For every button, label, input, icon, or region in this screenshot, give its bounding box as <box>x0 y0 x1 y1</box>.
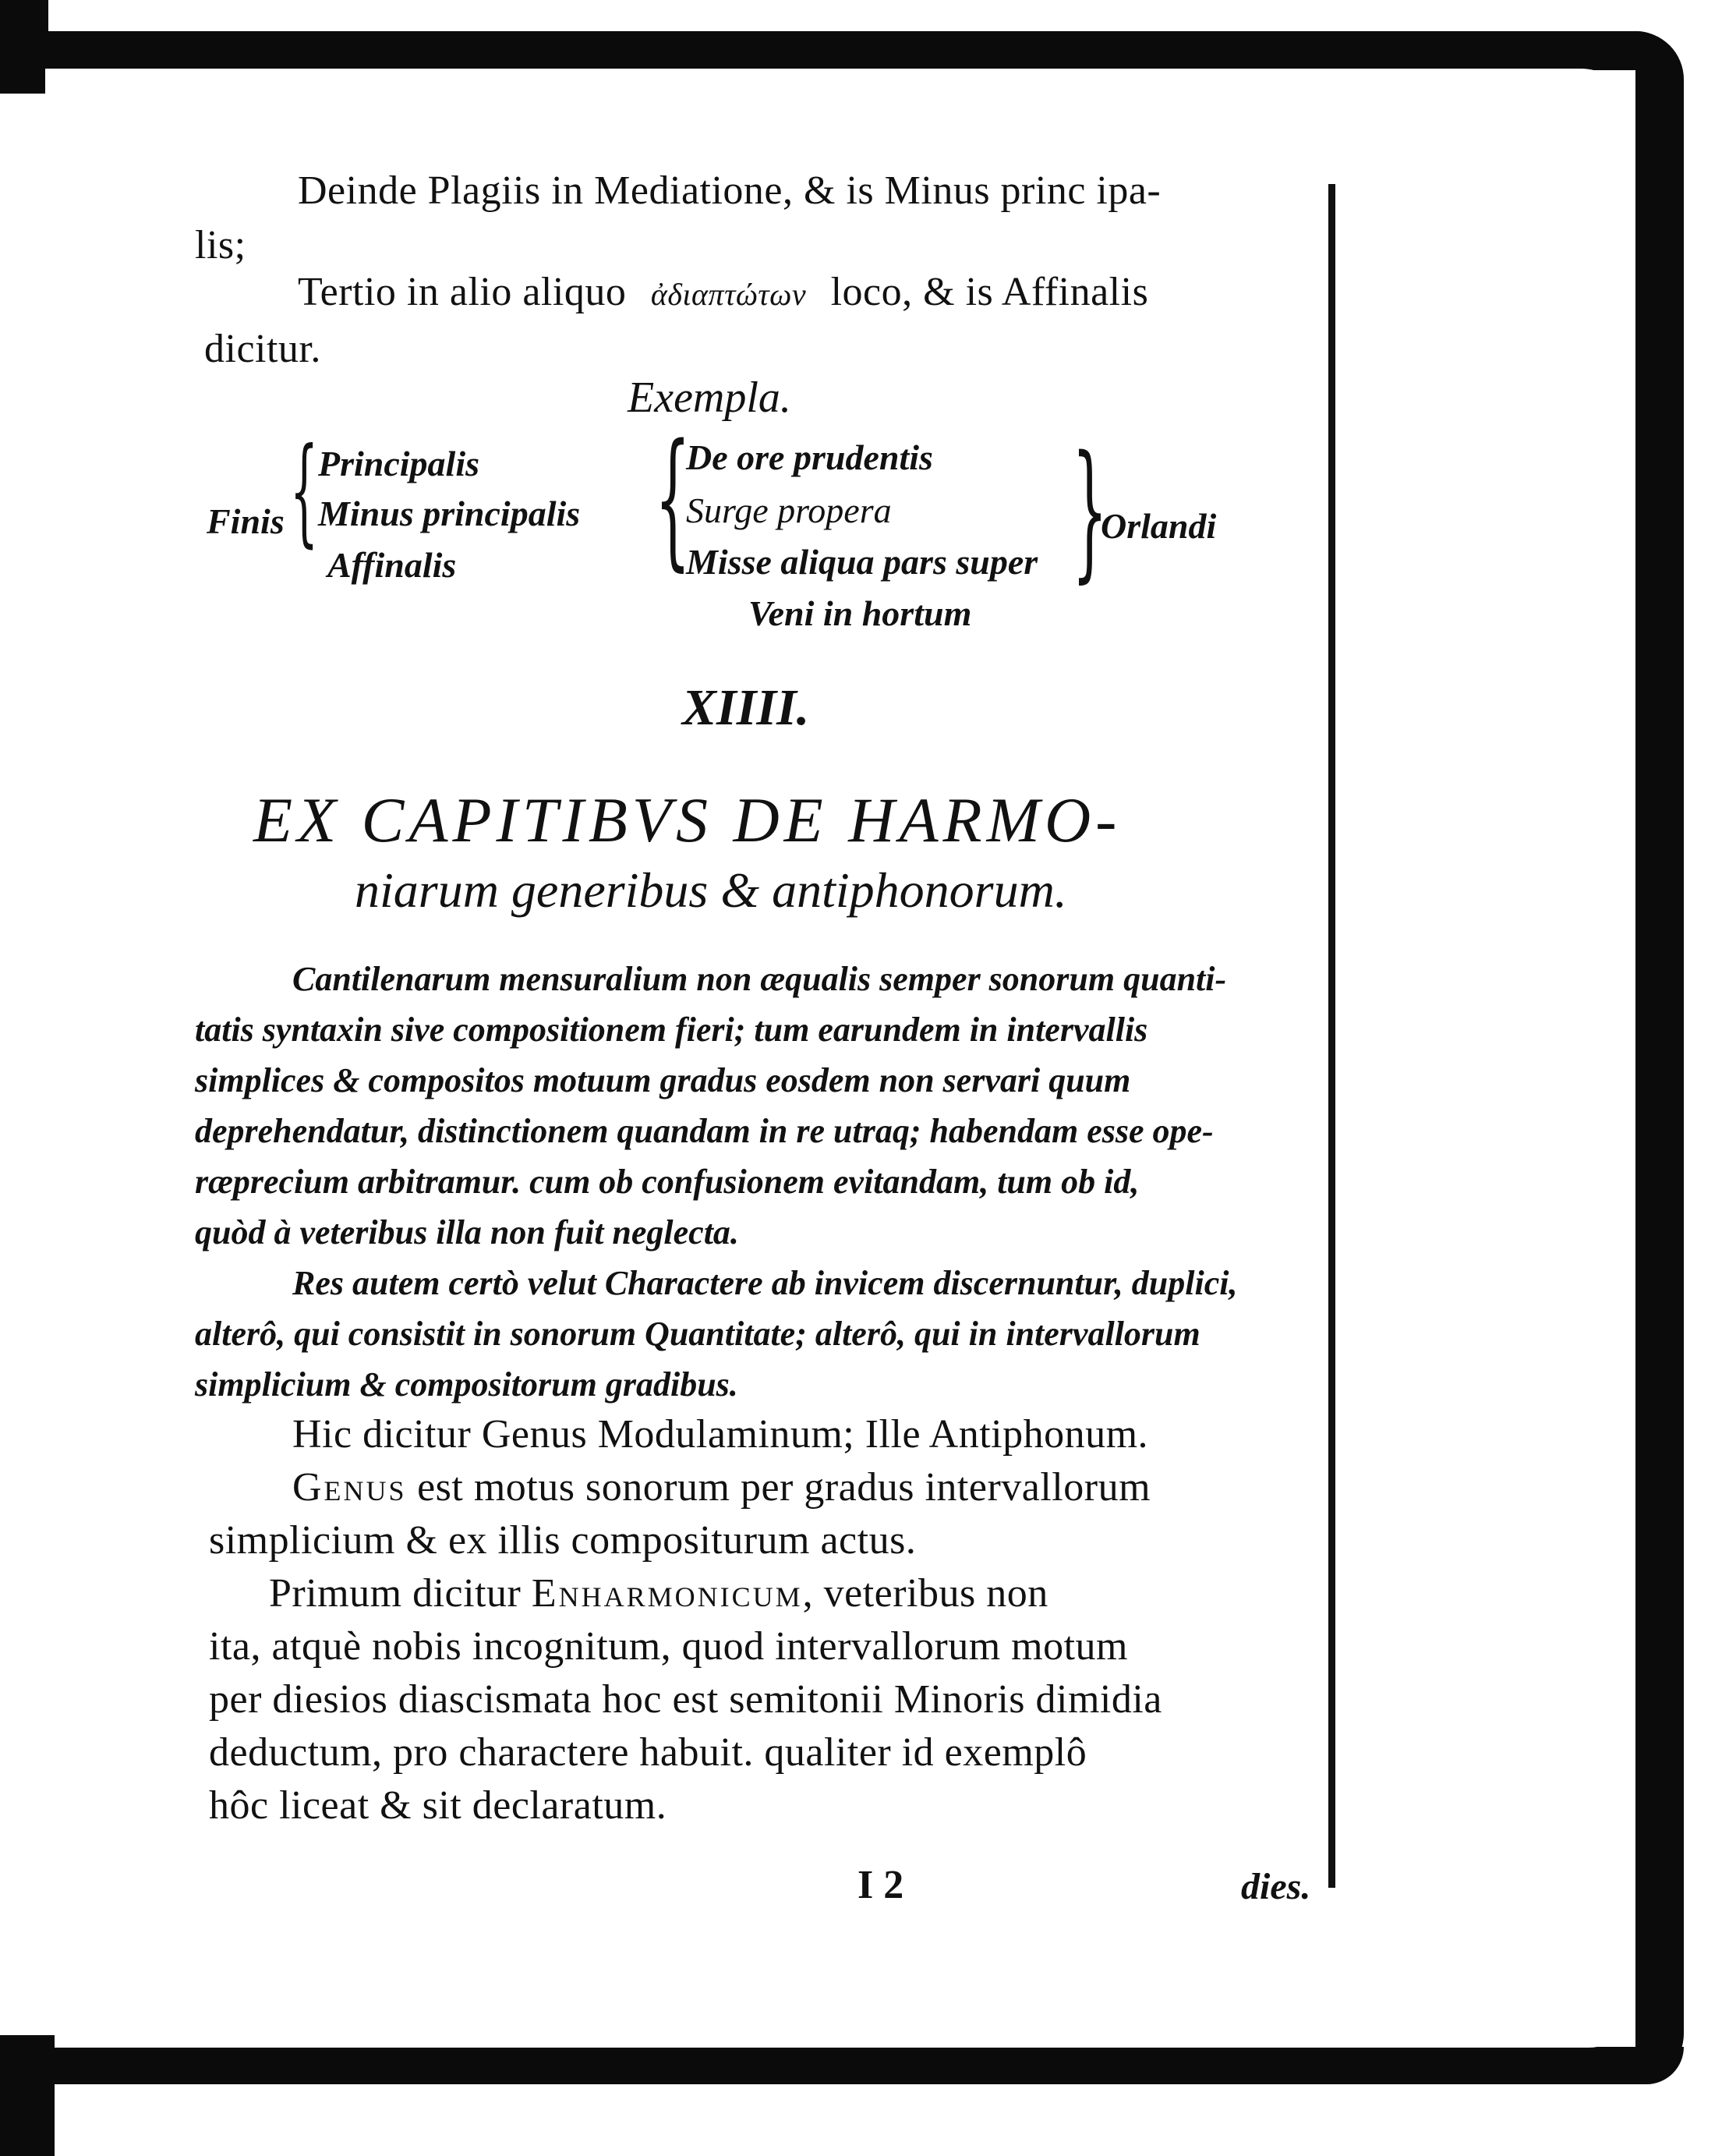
exempla-piece: De ore prudentis <box>686 437 933 477</box>
italic-text-line: simplicium & compositorum gradibus. <box>195 1365 738 1404</box>
exempla-composer: Orlandi <box>1101 506 1217 546</box>
text-line: ita, atquè nobis incognitum, quod intervallorum motum <box>209 1624 1129 1669</box>
term-genus: Genus <box>292 1465 407 1510</box>
text-line <box>269 1570 1048 1616</box>
exempla-piece: Misse aliqua pars super <box>686 542 1038 582</box>
brace-middle: { <box>655 412 691 585</box>
exempla-type: Affinalis <box>327 545 457 585</box>
greek-word: ἀδιαπτώτων <box>650 277 807 312</box>
text-line: simplicium & ex illis compositurum actus. <box>209 1518 917 1563</box>
text-segment: , veteribus non <box>802 1571 1048 1616</box>
text-line-3 <box>298 269 1148 315</box>
text-segment: Tertio in alio aliquo <box>298 270 627 314</box>
section-number: XIIII. <box>682 679 810 736</box>
italic-text-line: alterô, qui consistit in sonorum Quantitate; alterô, qui in intervallorum <box>195 1315 1200 1353</box>
text-line: deductum, pro charactere habuit. qualiter id exemplô <box>209 1730 1087 1775</box>
italic-text-line: ræprecium arbitramur. cum ob confusionem evitandam, tum ob id, <box>195 1163 1140 1201</box>
term-enharmonicum: Enharmonicum <box>531 1571 803 1616</box>
exempla-type: Minus principalis <box>318 494 581 533</box>
binding-edge-bottom <box>0 2035 55 2156</box>
margin-rule <box>1328 184 1335 1888</box>
text-segment: est motus sonorum per gradus intervallorum <box>417 1465 1151 1510</box>
exempla-piece: Veni in hortum <box>748 593 972 633</box>
chapter-heading: EX CAPITIBVS DE HARMO- <box>253 784 1122 855</box>
text-line-4: dicitur. <box>204 327 321 371</box>
italic-text-line: quòd à veteribus illa non fuit neglecta. <box>195 1213 739 1251</box>
brace-left: { <box>290 423 319 559</box>
page-frame-top <box>23 31 1676 70</box>
exempla-title: Exempla. <box>628 373 791 422</box>
text-line-2: lis; <box>195 223 246 267</box>
text-line: per diesios diascismata hoc est semitonii Minoris dimidia <box>209 1677 1162 1722</box>
folio-signature: I 2 <box>857 1863 904 1907</box>
italic-text-line: Cantilenarum mensuralium non æqualis semper sonorum quanti- <box>292 960 1227 998</box>
exempla-type: Principalis <box>318 444 480 483</box>
text-line: Hic dicitur Genus Modulaminum; Ille Antiphonum. <box>292 1412 1149 1457</box>
text-segment: loco, & is Affinalis <box>830 270 1149 314</box>
italic-text-line: tatis syntaxin sive compositionem fieri; tum earundem in intervallis <box>195 1011 1148 1049</box>
italic-text-line: simplices & compositos motuum gradus eosdem non servari quum <box>195 1061 1131 1099</box>
exempla-piece: Surge propera <box>686 490 892 530</box>
exempla-label: Finis <box>207 501 285 541</box>
brace-right: } <box>1072 424 1108 597</box>
page-frame-right <box>1635 31 1684 2082</box>
italic-text-line: deprehendatur, distinctionem quandam in re utraq; habendam esse ope- <box>195 1112 1214 1150</box>
text-line <box>292 1464 1151 1510</box>
catchword: dies. <box>1241 1866 1311 1907</box>
text-line: hôc liceat & sit declaratum. <box>209 1783 667 1828</box>
text-line-1: Deinde Plagiis in Mediatione, & is Minus princ ipa- <box>298 168 1162 213</box>
chapter-subheading: niarum generibus & antiphonorum. <box>355 862 1067 918</box>
text-segment: Primum dicitur <box>269 1571 522 1616</box>
italic-text-line: Res autem certò velut Charactere ab invicem discernuntur, duplici, <box>292 1264 1238 1302</box>
page-frame-bottom <box>31 2047 1684 2084</box>
